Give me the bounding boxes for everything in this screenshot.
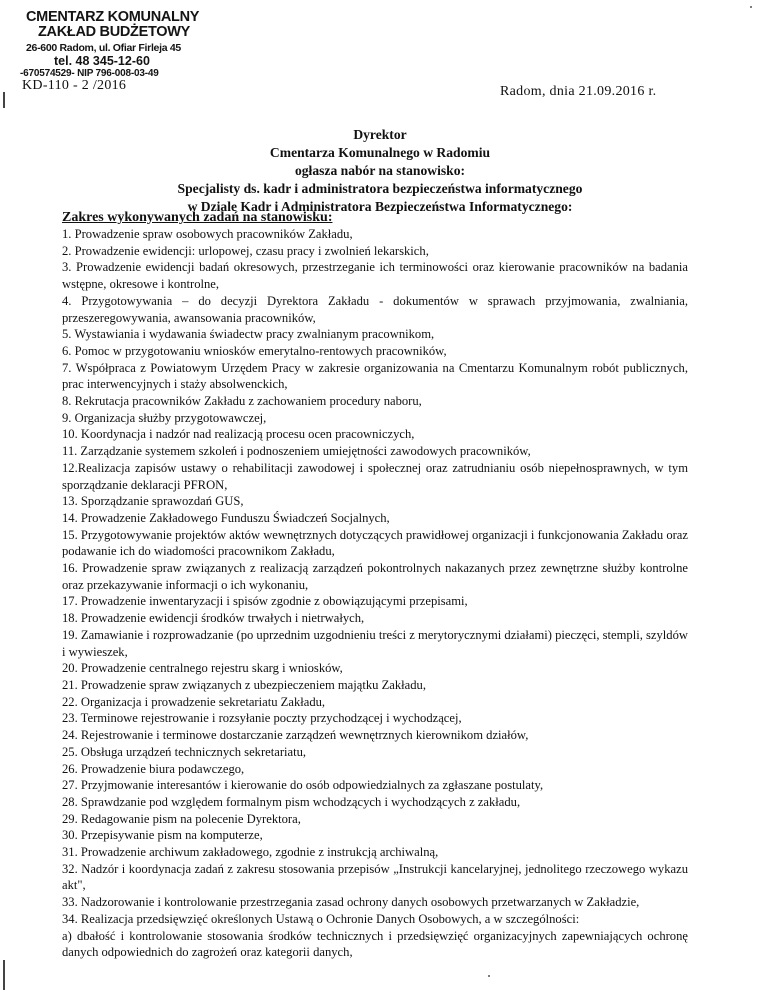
stamp-line-nip: -670574529- NIP 796-008-03-49 [20, 67, 159, 79]
heading-line: ogłasza nabór na stanowisko: [294, 163, 466, 178]
duty-item: 1. Prowadzenie spraw osobowych pracowników Zakładu, [62, 227, 353, 241]
duty-item: 13. Sporządzanie sprawozdań GUS, [62, 494, 244, 509]
duty-item: 15. Przygotowywanie projektów aktów wewnętrznych dotyczących prawidłowej organizacji i funkcjonowania Zakładu oraz podawanie ich do wiadomości pracownikom Zakładu, [62, 527, 688, 559]
duty-item: 14. Prowadzenie Zakładowego Funduszu Świadczeń Socjalnych, [62, 510, 390, 525]
duty-item: 22. Organizacja i prowadzenie sekretariatu Zakładu, [62, 694, 326, 709]
heading-line: Dyrektor [353, 127, 407, 142]
duty-item: 5. Wystawiania i wydawania świadectw pracy zwalnianym pracownikom, [62, 327, 435, 342]
duty-item: 33. Nadzorowanie i kontrolowanie przestrzegania zasad ochrony danych osobowych przetwarzanych w Zakładzie, [62, 895, 640, 910]
duty-item: 2. Prowadzenie ewidencji: urlopowej, czasu pracy i zwolnień lekarskich, [62, 243, 429, 258]
heading-line: Specjalisty ds. kadr i administratora bezpieczeństwa informatycznego [177, 181, 583, 196]
duty-item: 29. Redagowanie pism na polecenie Dyrektora, [62, 811, 301, 826]
stamp-line-address: 26-600 Radom, ul. Ofiar Firleja 45 [26, 42, 181, 55]
heading-line: w Dziale Kadr i Administratora Bezpieczeństwa Informatycznego: [187, 199, 573, 214]
scan-margin-mark [3, 92, 5, 108]
duty-item: 26. Prowadzenie biura podawczego, [62, 761, 245, 776]
duty-item: 28. Sprawdzanie pod względem formalnym pism wchodzących i wychodzących z zakładu, [62, 794, 521, 809]
duties-list [62, 226, 688, 961]
duty-item: 12.Realizacja zapisów ustawy o rehabilitacji zawodowej i społecznej oraz zatrudnianiu osób niepełnosprawnych, w tym sporządzanie deklaracji PFRON, [62, 460, 688, 492]
duty-item: 6. Pomoc w przygotowaniu wniosków emerytalno-rentowych pracowników, [62, 343, 447, 358]
duty-item: 8. Rekrutacja pracowników Zakładu z zachowaniem procedury naboru, [62, 394, 422, 409]
stamp-line-phone: tel. 48 345-12-60 [54, 54, 150, 69]
section-title: Zakres wykonywanych zadań na stanowisku: [62, 210, 333, 225]
duty-item: 19. Zamawianie i rozprowadzanie (po uprzednim uzgodnieniu treści z merytorycznymi działami) pieczęci, stempli, szyldów i wywieszek, [62, 627, 688, 659]
duty-item: 25. Obsługa urządzeń technicznych sekretariatu, [62, 744, 307, 759]
heading-line: Cmentarza Komunalnego w Radomiu [269, 145, 491, 160]
duty-item: 31. Prowadzenie archiwum zakładowego, zgodnie z instrukcją archiwalną, [62, 845, 439, 860]
duty-item: 3. Prowadzenie ewidencji badań okresowych, przestrzeganie ich terminowości oraz kierowanie pracowników na badania wstępne, okresowe i kontrolne, [62, 260, 688, 292]
duty-item: 7. Współpraca z Powiatowym Urzędem Pracy w zakresie organizowania na Cmentarzu Komunalnym robót publicznych, prac interwencyjnych i staży absolwenckich, [62, 360, 688, 392]
institution-stamp [20, 10, 230, 79]
duty-item: 17. Prowadzenie inwentaryzacji i spisów zgodnie z obowiązującymi przepisami, [62, 594, 468, 609]
date-line: Radom, dnia 21.09.2016 r. [500, 84, 657, 99]
duty-item: 32. Nadzór i koordynacja zadań z zakresu stosowania przepisów „Instrukcji kancelaryjnej, jednolitego rzeczowego wykazu akt", [62, 861, 688, 893]
duty-item: 30. Przepisywanie pism na komputerze, [62, 828, 263, 843]
duty-item: 11. Zarządzanie systemem szkoleń i podnoszeniem umiejętności zawodowych pracowników, [62, 444, 531, 459]
duty-item: 20. Prowadzenie centralnego rejestru skarg i wniosków, [62, 661, 343, 676]
scan-speck [488, 975, 490, 977]
duty-item: 9. Organizacja służby przygotowawczej, [62, 410, 267, 425]
duty-item: 23. Terminowe rejestrowanie i rozsyłanie poczty przychodzącej i wychodzącej, [62, 711, 462, 726]
duty-item: 4. Przygotowywania – do decyzji Dyrektora Zakładu - dokumentów w sprawach przyjmowania, zwalniania, przeszeregowywania, awansowania pracowników, [62, 293, 688, 325]
duty-item: 10. Koordynacja i nadzór nad realizacją procesu ocen pracowniczych, [62, 427, 415, 442]
duty-item: a) dbałość i kontrolowanie stosowania środków technicznych i przedsięwzięć organizacyjnych zapewniających ochronę danych odpowiednich do zagrożeń oraz kategorii danych, [62, 928, 688, 960]
scan-margin-mark [3, 960, 5, 990]
announcement-heading [60, 126, 700, 216]
duty-item: 16. Prowadzenie spraw związanych z realizacją zarządzeń pokontrolnych nakazanych przez zewnętrzne służby kontrolne oraz przekazywanie informacji o ich wykonaniu, [62, 561, 688, 592]
duty-item: 34. Realizacja przedsięwzięć określonych Ustawą o Ochronie Danych Osobowych, a w szczególności: [62, 911, 580, 926]
stamp-line-type: ZAKŁAD BUDŻETOWY [38, 24, 191, 41]
reference-number: KD-110 - 2 /2016 [22, 78, 127, 93]
duty-item: 18. Prowadzenie ewidencji środków trwałych i nietrwałych, [62, 611, 365, 626]
stamp-line-name: CMENTARZ KOMUNALNY [26, 9, 200, 25]
duty-item: 21. Prowadzenie spraw związanych z ubezpieczeniem majątku Zakładu, [62, 677, 427, 692]
duty-item: 24. Rejestrowanie i terminowe dostarczanie zarządzeń wewnętrznych kierownikom działów, [62, 728, 529, 743]
duty-item: 27. Przyjmowanie interesantów i kierowanie do osób odpowiedzialnych za zgłaszane postulaty, [62, 778, 544, 793]
scan-speck [750, 6, 752, 8]
